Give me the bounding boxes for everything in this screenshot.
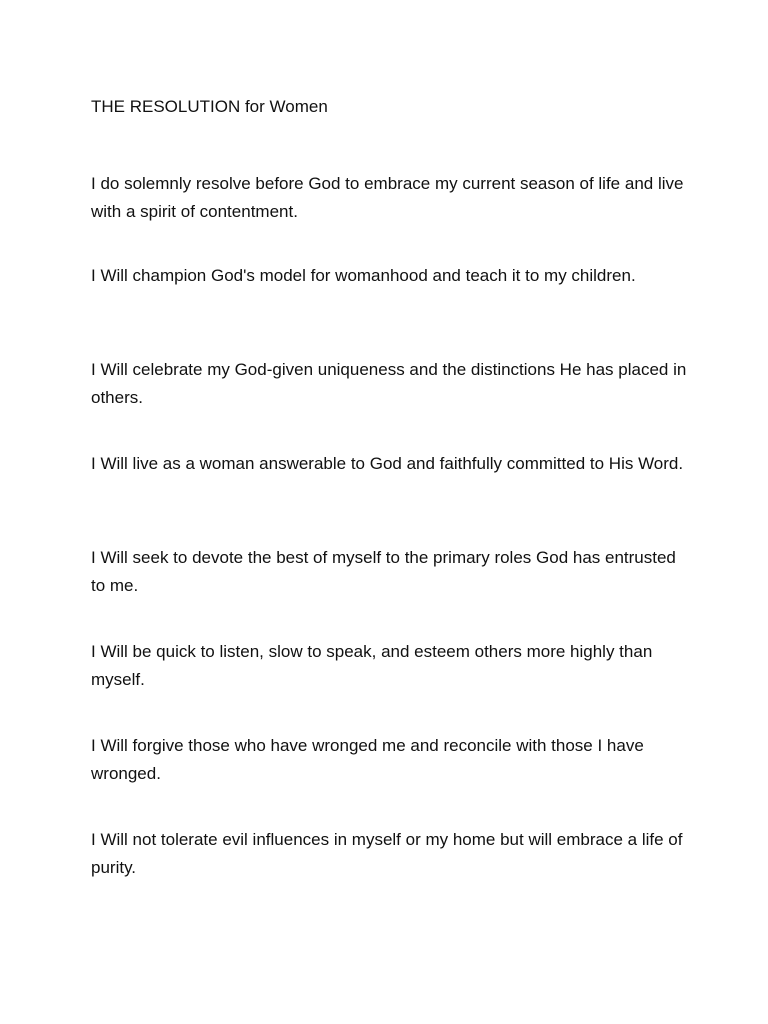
resolution-paragraph: I do solemnly resolve before God to embrace my current season of life and live with a spirit of contentment. [91, 174, 684, 221]
resolution-paragraph: I Will live as a woman answerable to God and faithfully committed to His Word. [91, 454, 684, 473]
resolution-paragraph: I Will not tolerate evil influences in myself or my home but will embrace a life of purity. [91, 830, 683, 877]
resolution-paragraph: I Will celebrate my God-given uniqueness and the distinctions He has placed in others. [91, 360, 687, 407]
resolution-paragraph: I Will forgive those who have wronged me and reconcile with those I have wronged. [91, 736, 644, 783]
resolution-paragraph: I Will be quick to listen, slow to speak, and esteem others more highly than myself. [91, 642, 653, 689]
resolution-paragraph: I Will seek to devote the best of myself to the primary roles God has entrusted to me. [91, 548, 676, 595]
document-title: THE RESOLUTION for Women [91, 97, 328, 116]
resolution-paragraph: I Will champion God's model for womanhood and teach it to my children. [91, 266, 636, 285]
